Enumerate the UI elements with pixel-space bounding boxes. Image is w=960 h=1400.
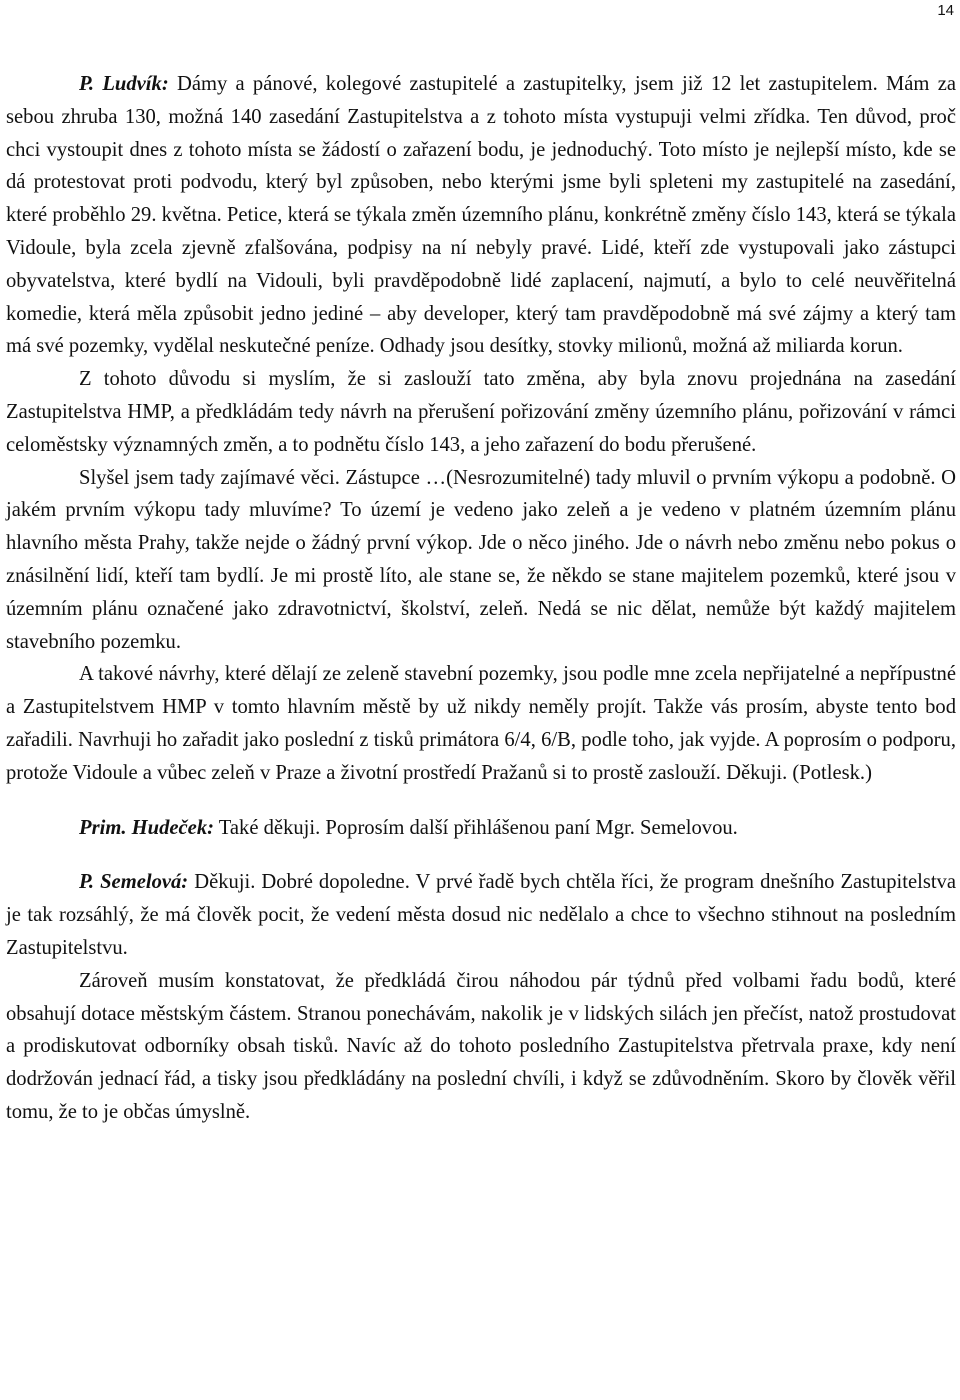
- document-body: [6, 68, 956, 1129]
- paragraph-text: Slyšel jsem tady zajímavé věci. Zástupce …(Nesrozumitelné) tady mluvil o prvním výkopu a podobně. O jakém prvním výkopu tady mluvíme? To území je vedeno jako zeleň a je vedeno v platném územním plánu hlavního města Prahy, takže nejde o žádný první výkop. Jde o něco jiného. Jde o návrh nebo změnu nebo pokus o znásilnění lidí, kteří tam bydlí. Je mi prostě líto, ale stane se, že někdo se stane majitelem pozemků, které jsou v územním plánu označené jako zdravotnictví, školství, zeleň. Nedá se nic dělat, nemůže být každý majitelem stavebního pozemku.: [6, 466, 956, 653]
- paragraph-proposal: [6, 363, 956, 461]
- paragraph-conclusion: [6, 658, 956, 789]
- paragraph-text: Děkuji. Dobré dopoledne. V prvé řadě bych chtěla říci, že program dnešního Zastupitelstva je tak rozsáhlý, že má člověk pocit, že vedení města dosud nic nedělalo a chce to všechno stihnout na posledním Zastupitelstvu.: [6, 871, 956, 959]
- paragraph-hudecek-speech: [6, 812, 956, 845]
- paragraph-first-dig: [6, 462, 956, 659]
- paragraph-semelova-speech: [6, 866, 956, 964]
- paragraph-text: Zároveň musím konstatovat, že předkládá čirou náhodou pár týdnů před volbami řadu bodů, které obsahují dotace městským částem. Stranou ponechávám, nakolik je v lidských silách jen přečíst, natož prostudovat a prodiskutovat odborníky obsah tisků. Navíc až do tohoto posledního Zastupitelstva přetrvala praxe, kdy není dodržován jednací řád, a tisky jsou předkládány na poslední chvíli, i když se zdůvodněním. Skoro by člověk věřil tomu, že to je občas úmyslně.: [6, 969, 956, 1123]
- paragraph-text: Také děkuji. Poprosím další přihlášenou paní Mgr. Semelovou.: [213, 816, 738, 839]
- speaker-name: Prim. Hudeček:: [79, 816, 214, 839]
- paragraph-ludvik-speech: [6, 68, 956, 363]
- paragraph-text: Z tohoto důvodu si myslím, že si zaslouží tato změna, aby byla znovu projednána na zasedání Zastupitelstva HMP, a předkládám tedy návrh na přerušení pořizování změny územního plánu, pořizování v rámci celoměstsky významných změn, a to podnětu číslo 143, a jeho zařazení do bodu přerušené.: [6, 368, 956, 456]
- page-number: 14: [937, 2, 954, 19]
- paragraph-text: A takové návrhy, které dělají ze zeleně stavební pozemky, jsou podle mne zcela nepřijatelné a nepřípustné a Zastupitelstvem HMP v tomto hlavním městě by už nikdy neměly projít. Takže vás prosím, abyste tento bod zařadili. Navrhuji ho zařadit jako poslední z tisků primátora 6/4, 6/B, podle toho, jak vyjde. A poprosím o podporu, protože Vidoule a vůbec zeleň v Praze a životní prostředí Pražanů si to prostě zaslouží. Děkuji. (Potlesk.): [6, 663, 956, 784]
- paragraph-subsidies: [6, 965, 956, 1129]
- speaker-name: P. Semelová:: [79, 871, 189, 894]
- speaker-name: P. Ludvík:: [79, 73, 169, 95]
- paragraph-text: Dámy a pánové, kolegové zastupitelé a zastupitelky, jsem již 12 let zastupitelem. Mám za sebou zhruba 130, možná 140 zasedání Zastupitelstva a z tohoto místa vystupuji velmi zřídka. Ten důvod, proč chci vystoupit dnes z tohoto místa se žádostí o zařazení bodu, je jednoduchý. Toto místo je nejlepší místo, kde se dá protestovat proti podvodu, který byl způsoben, nebo kterými jsme byli spleteni my zastupitelé na zasedání, které proběhlo 29. května. Petice, která se týkala změn územního plánu, konkrétně změny číslo 143, která se týkala Vidoule, byla zcela zjevně zfalšována, podpisy na ní nebyly pravé. Lidé, kteří zde vystupovali jako zástupci obyvatelstva, které bydlí na Vidouli, byli pravděpodobně lidé zaplacení, najmutí, a bylo to celé neuvěřitelná komedie, která měla způsobit jedno jediné – aby developer, který tam pravděpodobně má své zájmy a který tam má své pozemky, vydělal neskutečné peníze. Odhady jsou desítky, stovky milionů, možná až miliarda korun.: [6, 73, 956, 358]
